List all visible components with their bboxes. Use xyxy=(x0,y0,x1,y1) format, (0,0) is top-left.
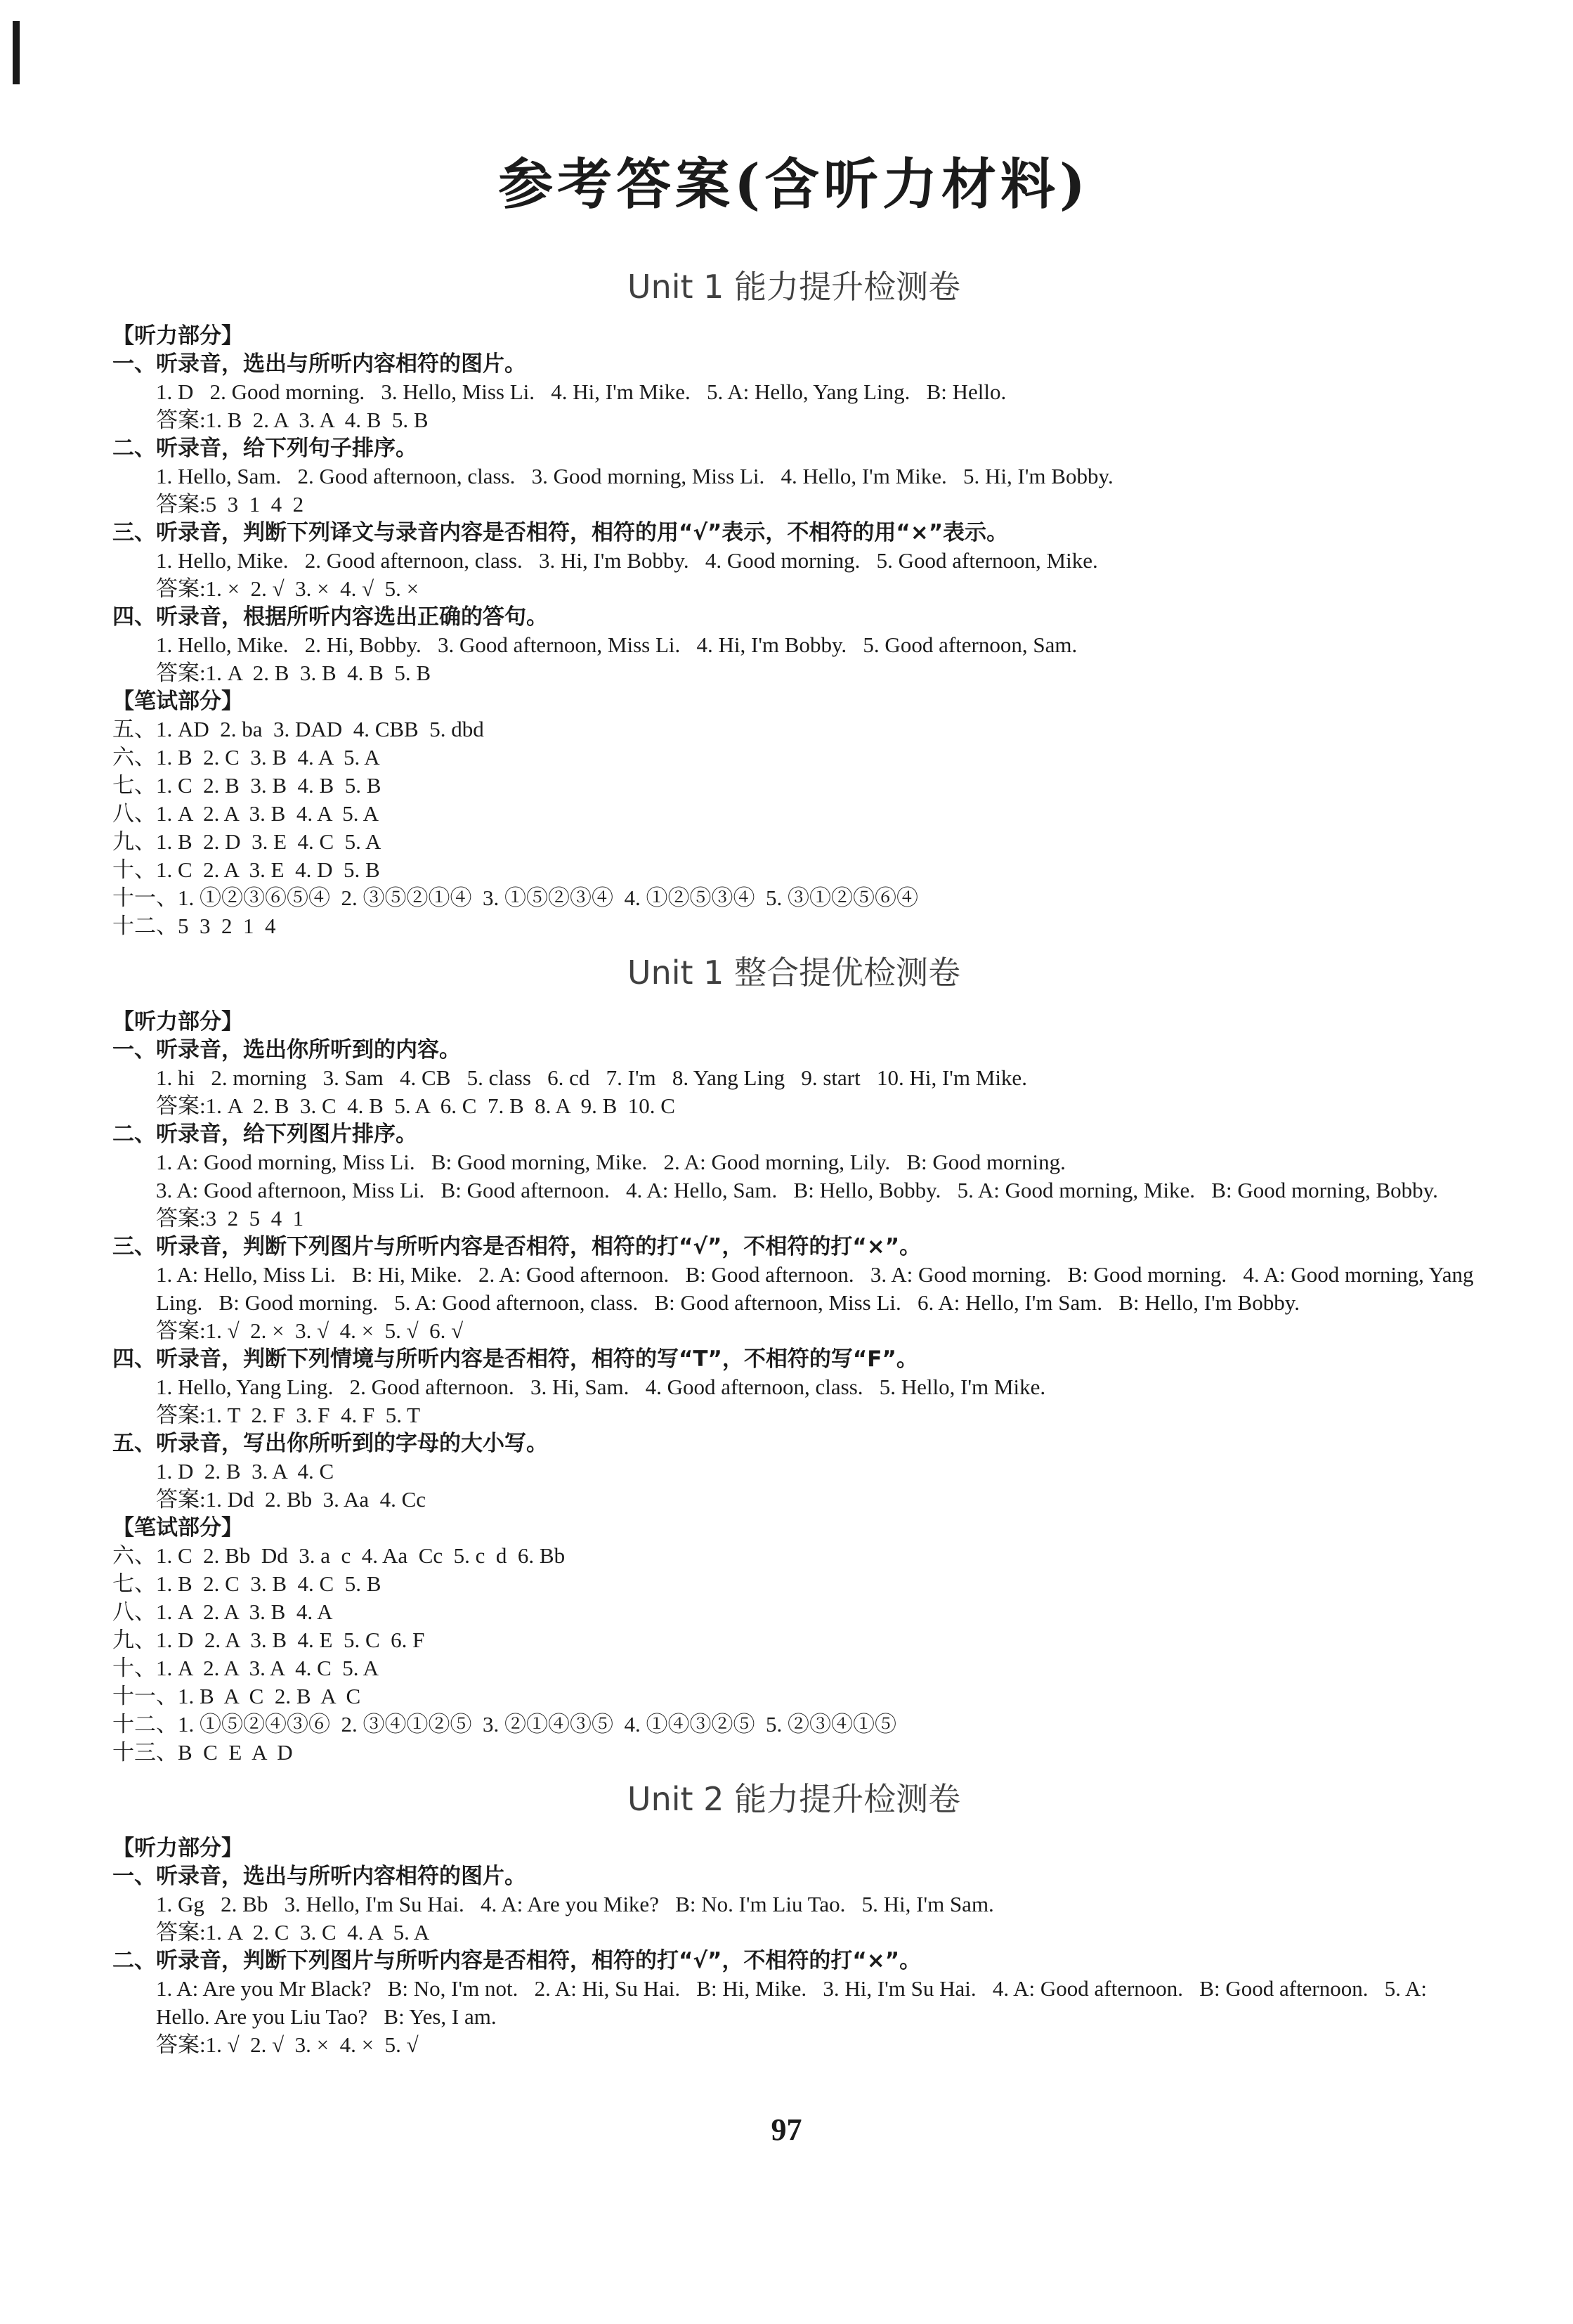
answer-line: 答案:1. A 2. B 3. C 4. B 5. A 6. C 7. B 8. A 9. B 10. C xyxy=(156,1093,675,1118)
answer-line: 答案:3 2 5 4 1 xyxy=(156,1206,304,1231)
transcript-line: 3. A: Good afternoon, Miss Li. B: Good afternoon. 4. A: Hello, Sam. B: Hello, Bobby. 5. A: Good morning, Mike. B: Good morning, Bobby. xyxy=(156,1178,1438,1202)
edge-mark xyxy=(13,21,20,84)
written-answer-line: 八、1. A 2. A 3. B 4. A xyxy=(112,1599,333,1624)
section-title: Unit 1 能力提升检测卷 xyxy=(627,268,961,306)
answer-line: 答案:1. √ 2. √ 3. × 4. × 5. √ xyxy=(156,2032,419,2057)
transcript-line: 1. Gg 2. Bb 3. Hello, I'm Su Hai. 4. A: Are you Mike? B: No. I'm Liu Tao. 5. Hi, I'm Sam. xyxy=(156,1892,994,1916)
page-number: 97 xyxy=(771,2112,802,2147)
written-answer-line: 十二、1. ①⑤②④③⑥ 2. ③④①②⑤ 3. ②①④③⑤ 4. ①④③②⑤ 5. ②③④①⑤ xyxy=(112,1712,896,1736)
written-answer-line: 九、1. B 2. D 3. E 4. C 5. A xyxy=(112,829,381,854)
written-answer-line: 五、1. AD 2. ba 3. DAD 4. CBB 5. dbd xyxy=(112,717,484,741)
written-answer-line: 十、1. A 2. A 3. A 4. C 5. A xyxy=(112,1656,379,1680)
question-heading: 五、听录音，写出你所听到的字母的大小写。 xyxy=(112,1431,548,1456)
written-answer-line: 七、1. B 2. C 3. B 4. C 5. B xyxy=(112,1571,381,1596)
answer-page xyxy=(112,141,1480,2059)
written-part-label: 【笔试部分】 xyxy=(112,1515,243,1540)
transcript-line: 1. A: Hello, Miss Li. B: Hi, Mike. 2. A: Good afternoon. B: Good afternoon. 3. A: Good morning. B: Good morning. 4. A: Good morning, Yang Ling. B: Good morning. 5. A: Good afternoon, class. B: Good afternoon, Miss Li. 6. A: Hello, I'm Sam. B: Hello, I'm Bobby. xyxy=(156,1262,1480,1315)
written-answer-line: 十三、B C E A D xyxy=(112,1740,293,1765)
written-answer-line: 十一、1. ①②③⑥⑤④ 2. ③⑤②①④ 3. ①⑤②③④ 4. ①②⑤③④ 5. ③①②⑤⑥④ xyxy=(112,885,918,910)
question-heading: 一、听录音，选出你所听到的内容。 xyxy=(112,1037,461,1063)
answer-line: 答案:1. √ 2. × 3. √ 4. × 5. √ 6. √ xyxy=(156,1318,464,1343)
transcript-line: 1. A: Are you Mr Black? B: No, I'm not. 2. A: Hi, Su Hai. B: Hi, Mike. 3. Hi, I'm Su Hai. 4. A: Good afternoon. B: Good afternoon. 5. A: Hello. Are you Liu Tao? B: Yes, I am. xyxy=(156,1976,1432,2029)
section-unit1-ability xyxy=(112,261,1475,940)
question-heading: 二、听录音，给下列图片排序。 xyxy=(112,1122,417,1147)
answer-line: 答案:1. A 2. B 3. B 4. B 5. B xyxy=(156,661,431,685)
transcript-line: 1. D 2. Good morning. 3. Hello, Miss Li. 4. Hi, I'm Mike. 5. A: Hello, Yang Ling. B: Hello. xyxy=(156,379,1007,404)
transcript-line: 1. Hello, Mike. 2. Hi, Bobby. 3. Good afternoon, Miss Li. 4. Hi, I'm Bobby. 5. Good afternoon, Sam. xyxy=(156,632,1078,657)
page-title: 参考答案(含听力材料) xyxy=(498,152,1090,216)
answer-line: 答案:1. Dd 2. Bb 3. Aa 4. Cc xyxy=(156,1487,426,1512)
transcript-line: 1. Hello, Mike. 2. Good afternoon, class. 3. Hi, I'm Bobby. 4. Good morning. 5. Good afternoon, Mike. xyxy=(156,548,1098,573)
transcript-line: 1. hi 2. morning 3. Sam 4. CB 5. class 6. cd 7. I'm 8. Yang Ling 9. start 10. Hi, I'm Mike. xyxy=(156,1065,1027,1090)
question-heading: 一、听录音，选出与所听内容相符的图片。 xyxy=(112,1864,526,1889)
listening-part-label: 【听力部分】 xyxy=(112,323,243,349)
written-part-label: 【笔试部分】 xyxy=(112,689,243,714)
answer-line: 答案:1. B 2. A 3. A 4. B 5. B xyxy=(156,408,429,432)
answer-line: 答案:1. T 2. F 3. F 4. F 5. T xyxy=(156,1403,421,1427)
written-answer-line: 十、1. C 2. A 3. E 4. D 5. B xyxy=(112,857,380,882)
question-heading: 二、听录音，给下列句子排序。 xyxy=(112,436,417,461)
written-answer-line: 十一、1. B A C 2. B A C xyxy=(112,1684,361,1708)
written-answer-line: 八、1. A 2. A 3. B 4. A 5. A xyxy=(112,801,379,826)
listening-part-label: 【听力部分】 xyxy=(112,1836,243,1861)
question-heading: 一、听录音，选出与所听内容相符的图片。 xyxy=(112,351,526,377)
section-unit2-ability xyxy=(112,1774,1475,2059)
section-title: Unit 2 能力提升检测卷 xyxy=(627,1780,961,1818)
answer-line: 答案:1. × 2. √ 3. × 4. √ 5. × xyxy=(156,576,419,601)
transcript-line: 1. A: Good morning, Miss Li. B: Good morning, Mike. 2. A: Good morning, Lily. B: Good morning. xyxy=(156,1150,1066,1174)
question-heading: 二、听录音，判断下列图片与所听内容是否相符，相符的打“√”，不相符的打“×”。 xyxy=(112,1948,922,1973)
question-heading: 四、听录音，根据所听内容选出正确的答句。 xyxy=(112,604,548,630)
section-title: Unit 1 整合提优检测卷 xyxy=(627,954,961,992)
question-heading: 四、听录音，判断下列情境与所听内容是否相符，相符的写“T”，不相符的写“F”。 xyxy=(112,1346,918,1372)
written-answer-line: 九、1. D 2. A 3. B 4. E 5. C 6. F xyxy=(112,1628,425,1652)
written-answer-line: 六、1. C 2. Bb Dd 3. a c 4. Aa Cc 5. c d 6. Bb xyxy=(112,1543,566,1568)
answer-line: 答案:1. A 2. C 3. C 4. A 5. A xyxy=(156,1920,430,1945)
written-answer-line: 六、1. B 2. C 3. B 4. A 5. A xyxy=(112,745,380,770)
question-heading: 三、听录音，判断下列图片与所听内容是否相符，相符的打“√”，不相符的打“×”。 xyxy=(112,1234,922,1259)
transcript-line: 1. D 2. B 3. A 4. C xyxy=(156,1459,334,1484)
answer-line: 答案:5 3 1 4 2 xyxy=(156,492,304,517)
transcript-line: 1. Hello, Yang Ling. 2. Good afternoon. 3. Hi, Sam. 4. Good afternoon, class. 5. Hello, I'm Mike. xyxy=(156,1375,1046,1399)
listening-part-label: 【听力部分】 xyxy=(112,1009,243,1034)
transcript-line: 1. Hello, Sam. 2. Good afternoon, class. 3. Good morning, Miss Li. 4. Hello, I'm Mike. 5. Hi, I'm Bobby. xyxy=(156,464,1114,488)
question-heading: 三、听录音，判断下列译文与录音内容是否相符，相符的用“√”表示，不相符的用“×”表示。 xyxy=(112,520,1009,545)
written-answer-line: 七、1. C 2. B 3. B 4. B 5. B xyxy=(112,773,381,798)
written-answer-line: 十二、5 3 2 1 4 xyxy=(112,914,276,938)
section-unit1-integrated xyxy=(112,947,1480,1767)
